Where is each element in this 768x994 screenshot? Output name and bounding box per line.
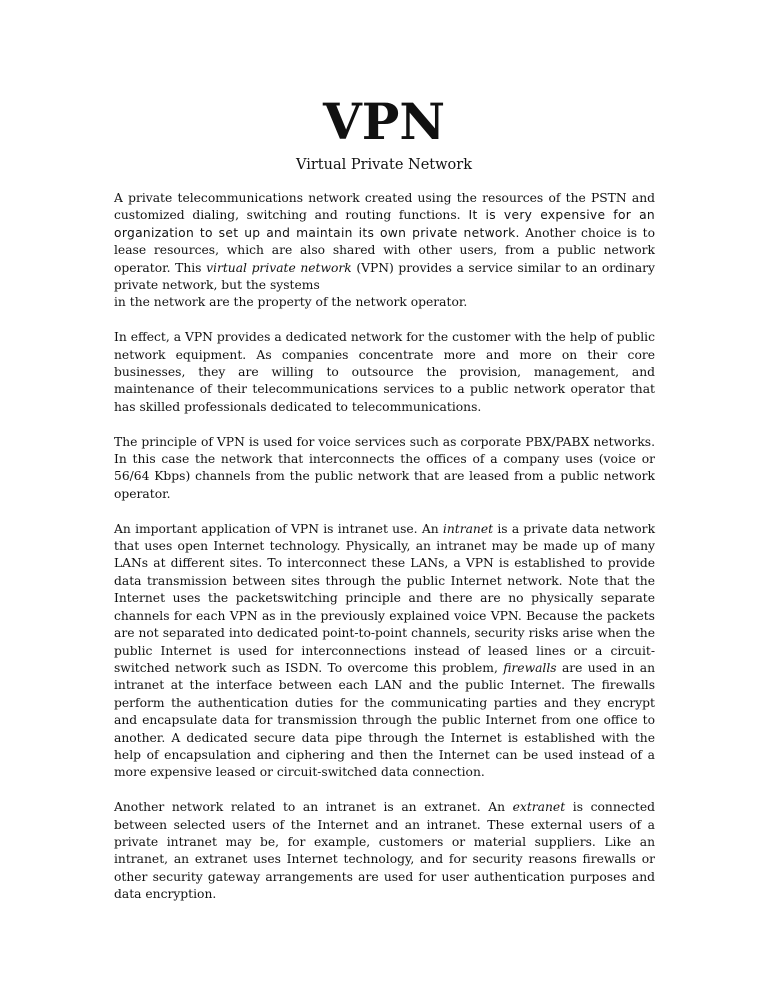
p1-text-b: It is very expensive for an organization to set up and maintain its own private network. (114, 208, 655, 240)
p4-text-a: An important application of VPN is intranet use. An (114, 521, 443, 536)
p5-text-c: is connected between selected users of the Internet and an intranet. These external users of a private intranet may be, for example, customers or material suppliers. Like an intranet, an extranet uses Internet technology, and for security reasons firewalls or other security gateway arrangements are used for user authentication purposes and data encryption. (114, 800, 655, 902)
paragraph-1 (114, 190, 655, 312)
p1-text-e: (VPN) provides a service similar to an ordinary private network, but the systems (114, 260, 656, 293)
p1-text-c: Another choice is to lease resources, which are also shared with other users, from a public network operator. This (114, 225, 655, 275)
p4-text-e: are used in an intranet at the interface between each LAN and the public Internet. The firewalls perform the authentication duties for the communicating parties and they encrypt and encapsulate data for transmission through the public Internet from one office to another. A dedicated secure data pipe through the Internet is established with the help of encapsulation and ciphering and then the Internet can be used instead of a more expensive leased or circuit-switched data connection. (114, 660, 655, 780)
paragraph-3: The principle of VPN is used for voice services such as corporate PBX/PABX networks. In this case the network that interconnects the offices of a company uses (voice or 56/64 Kbps) channels from the public network that are leased from a public network operator. (114, 434, 655, 501)
document-body (114, 190, 655, 921)
p4-emphasis-firewalls: firewalls (503, 660, 557, 675)
paragraph-2: In effect, a VPN provides a dedicated network for the customer with the help of public network equipment. As companies concentrate more and more on their core businesses, they are willing to outsource the provision, management, and maintenance of their telecommunications services to a public network operator that has skilled professionals dedicated to telecommunications. (114, 330, 655, 414)
p1-text-a: A private telecommunications network created using the resources of the PSTN and customized dialing, switching and routing functions. (114, 191, 655, 223)
paragraph-4 (114, 521, 655, 782)
p5-text-a: Another network related to an intranet is an extranet. An (114, 800, 513, 815)
page-title: VPN (322, 92, 446, 151)
p4-emphasis-intranet: intranet (442, 521, 494, 536)
p1-emphasis: virtual private network (206, 260, 352, 275)
p1-text-f: in the network are the property of the network operator. (114, 295, 468, 310)
paragraph-5 (114, 799, 655, 903)
p5-emphasis-extranet: extranet (512, 800, 566, 815)
p4-text-c: is a private data network that uses open Internet technology. Physically, an intranet may be made up of many LANs at different sites. To interconnect these LANs, a VPN is established to provide data transmission between sites through the public Internet network. Note that the Internet uses the packetswitching principle and there are no physically separate channels for each VPN as in the previously explained voice VPN. Because the packets are not separated into dedicated point-to-point channels, security risks arise when the public Internet is used for interconnections instead of leased lines or a circuit-switched network such as ISDN. To overcome this problem, (114, 521, 656, 675)
page-subtitle: Virtual Private Network (296, 157, 472, 173)
